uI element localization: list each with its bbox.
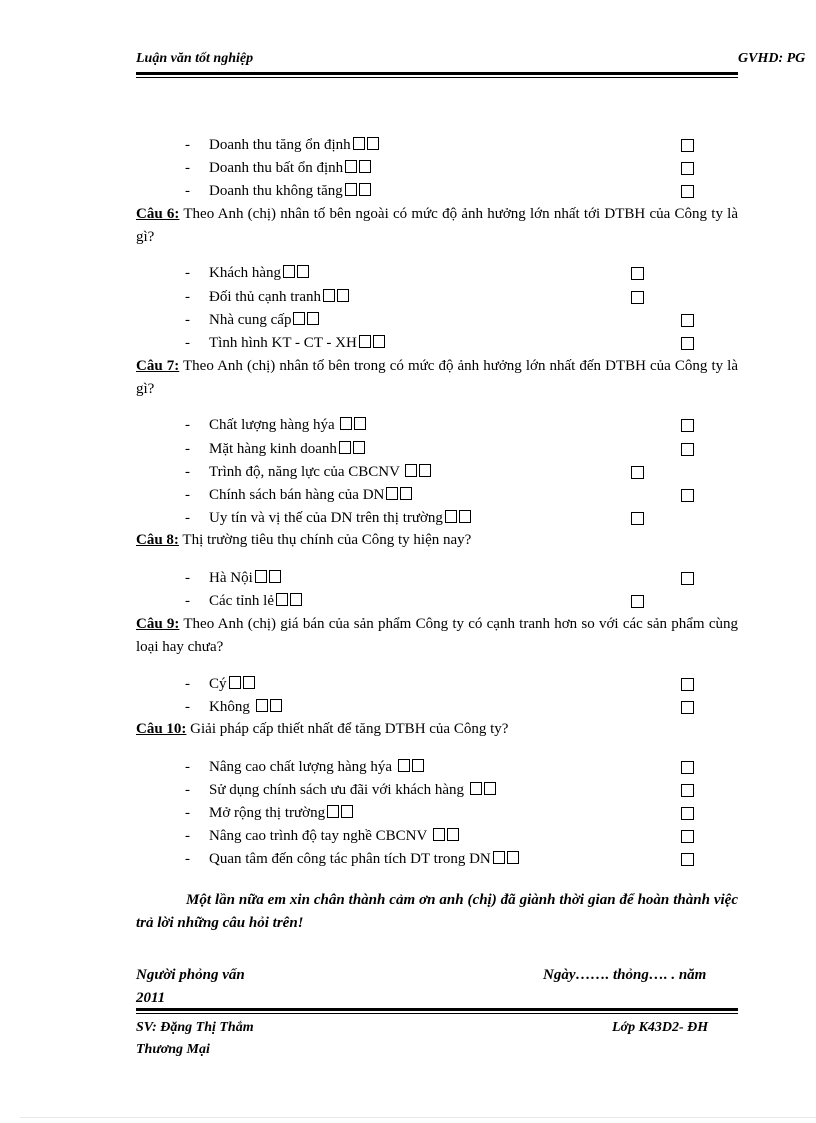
question-7 bbox=[136, 355, 738, 401]
option-label: Uy tín và vị thế của DN trên thị trường bbox=[209, 510, 443, 526]
header-title: Luận văn tốt nghiệp bbox=[136, 51, 254, 66]
checkbox-glyph bbox=[359, 183, 371, 196]
question-text: Thị trường tiêu thụ chính của Công ty hiện nay? bbox=[178, 532, 472, 548]
option-label: Mở rộng thị trường bbox=[209, 805, 326, 821]
checkbox-glyph bbox=[493, 851, 505, 864]
option-label: Hà Nội bbox=[209, 570, 253, 586]
option-label: Nâng cao trình độ tay nghề CBCNV bbox=[209, 828, 431, 844]
footer-school: Thương Mại bbox=[136, 1042, 210, 1057]
answer-checkbox[interactable] bbox=[681, 337, 694, 350]
answer-checkbox[interactable] bbox=[681, 489, 694, 502]
header-supervisor: GVHD: PG bbox=[738, 51, 806, 66]
question-9 bbox=[136, 613, 738, 659]
option-label: Doanh thu tăng ổn định bbox=[209, 137, 351, 153]
question-label: Câu 9: bbox=[136, 616, 180, 632]
answer-checkbox[interactable] bbox=[681, 853, 694, 866]
interviewer-label: Người phỏng vấn bbox=[136, 967, 245, 983]
footer-rule bbox=[136, 1008, 738, 1011]
checkbox-glyph bbox=[433, 828, 445, 841]
answer-checkbox[interactable] bbox=[631, 291, 644, 304]
option-label: Khách hàng bbox=[209, 265, 282, 281]
checkbox-glyph bbox=[353, 441, 365, 454]
checkbox-glyph bbox=[283, 265, 295, 278]
checkbox-glyph bbox=[307, 312, 319, 325]
question-label: Câu 10: bbox=[136, 721, 187, 737]
option-label: Tình hình KT - CT - XH bbox=[209, 335, 357, 351]
checkbox-glyph bbox=[323, 289, 335, 302]
page-edge bbox=[20, 1117, 816, 1118]
checkbox-glyph bbox=[297, 265, 309, 278]
answer-checkbox[interactable] bbox=[631, 466, 644, 479]
answer-checkbox[interactable] bbox=[681, 185, 694, 198]
header-rule bbox=[136, 72, 738, 75]
answer-checkbox[interactable] bbox=[681, 572, 694, 585]
header-rule-thin bbox=[136, 77, 738, 78]
closing-thanks: Một lần nữa em xin chân thành cảm ơn anh (chị) đã giành thời gian để hoàn thành việc trả lời những câu hỏi trên! bbox=[136, 892, 738, 931]
checkbox-glyph bbox=[345, 183, 357, 196]
answer-checkbox[interactable] bbox=[681, 419, 694, 432]
checkbox-glyph bbox=[445, 510, 457, 523]
checkbox-glyph bbox=[354, 417, 366, 430]
answer-checkbox[interactable] bbox=[681, 678, 694, 691]
option-label: Đối thủ cạnh tranh bbox=[209, 289, 322, 305]
checkbox-glyph bbox=[367, 137, 379, 150]
answer-checkbox[interactable] bbox=[681, 784, 694, 797]
checkbox-glyph bbox=[290, 593, 302, 606]
checkbox-glyph bbox=[373, 335, 385, 348]
answer-checkbox[interactable] bbox=[681, 162, 694, 175]
option-label: Mặt hàng kinh doanh bbox=[209, 441, 337, 457]
answer-checkbox[interactable] bbox=[631, 512, 644, 525]
option-label: Trình độ, năng lực của CBCNV bbox=[209, 464, 404, 480]
checkbox-glyph bbox=[340, 417, 352, 430]
date-line: Ngày……. thỏng…. . năm bbox=[543, 967, 707, 983]
checkbox-glyph bbox=[256, 699, 268, 712]
checkbox-glyph bbox=[339, 441, 351, 454]
checkbox-glyph bbox=[405, 464, 417, 477]
checkbox-glyph bbox=[419, 464, 431, 477]
option-label: Doanh thu không tăng bbox=[209, 183, 343, 199]
answer-checkbox[interactable] bbox=[681, 139, 694, 152]
checkbox-glyph bbox=[412, 759, 424, 772]
question-text: Theo Anh (chị) nhân tố bên ngoài có mức độ ảnh hưởng lớn nhất tới DTBH của Công ty là gì? bbox=[136, 206, 739, 245]
answer-checkbox[interactable] bbox=[631, 595, 644, 608]
question-text: Theo Anh (chị) nhân tố bên trong có mức độ ảnh hưởng lớn nhất đến DTBH của Công ty là gì? bbox=[136, 358, 739, 397]
question-text: Giải pháp cấp thiết nhất để tăng DTBH của Công ty? bbox=[186, 721, 509, 737]
checkbox-glyph bbox=[293, 312, 305, 325]
question-label: Câu 8: bbox=[136, 532, 179, 548]
checkbox-glyph bbox=[269, 570, 281, 583]
option-label: Quan tâm đến công tác phân tích DT trong DN bbox=[209, 851, 491, 867]
checkbox-glyph bbox=[386, 487, 398, 500]
checkbox-glyph bbox=[470, 782, 482, 795]
answer-checkbox[interactable] bbox=[681, 761, 694, 774]
checkbox-glyph bbox=[353, 137, 365, 150]
question-text: Theo Anh (chị) giá bán của sản phẩm Công ty có cạnh tranh hơn so với các sản phẩm cùng loại hay chưa? bbox=[136, 616, 739, 655]
question-8 bbox=[136, 529, 738, 552]
option-label: Không bbox=[209, 699, 254, 715]
answer-checkbox[interactable] bbox=[681, 701, 694, 714]
footer-rule-thin bbox=[136, 1013, 738, 1014]
checkbox-glyph bbox=[359, 335, 371, 348]
checkbox-glyph bbox=[459, 510, 471, 523]
option-label: Nhà cung cấp bbox=[209, 312, 292, 328]
option-label: Sử dụng chính sách ưu đãi với khách hàng bbox=[209, 782, 468, 798]
checkbox-glyph bbox=[341, 805, 353, 818]
checkbox-glyph bbox=[359, 160, 371, 173]
option-label: Cý bbox=[209, 676, 227, 692]
checkbox-glyph bbox=[400, 487, 412, 500]
checkbox-glyph bbox=[255, 570, 267, 583]
option-label: Các tỉnh lẻ bbox=[209, 593, 274, 609]
question-label: Câu 6: bbox=[136, 206, 180, 222]
checkbox-glyph bbox=[398, 759, 410, 772]
checkbox-glyph bbox=[327, 805, 339, 818]
checkbox-glyph bbox=[447, 828, 459, 841]
footer-student: SV: Đặng Thị Thắm bbox=[136, 1020, 254, 1035]
answer-checkbox[interactable] bbox=[681, 314, 694, 327]
answer-checkbox[interactable] bbox=[681, 807, 694, 820]
option-label: Chất lượng hàng hýa bbox=[209, 417, 339, 433]
checkbox-glyph bbox=[507, 851, 519, 864]
question-label: Câu 7: bbox=[136, 358, 180, 374]
year-label: 2011 bbox=[136, 990, 166, 1006]
answer-checkbox[interactable] bbox=[681, 443, 694, 456]
option-label: Doanh thu bất ổn định bbox=[209, 160, 344, 176]
checkbox-glyph bbox=[337, 289, 349, 302]
question-6 bbox=[136, 203, 738, 249]
answer-checkbox[interactable] bbox=[681, 830, 694, 843]
checkbox-glyph bbox=[276, 593, 288, 606]
question-10 bbox=[136, 718, 738, 741]
checkbox-glyph bbox=[243, 676, 255, 689]
option-label: Nâng cao chất lượng hàng hýa bbox=[209, 759, 396, 775]
checkbox-glyph bbox=[270, 699, 282, 712]
option-label: Chính sách bán hàng của DN bbox=[209, 487, 385, 503]
checkbox-glyph bbox=[345, 160, 357, 173]
checkbox-glyph bbox=[229, 676, 241, 689]
checkbox-glyph bbox=[484, 782, 496, 795]
footer-class: Lớp K43D2- ĐH bbox=[612, 1020, 709, 1035]
answer-checkbox[interactable] bbox=[631, 267, 644, 280]
